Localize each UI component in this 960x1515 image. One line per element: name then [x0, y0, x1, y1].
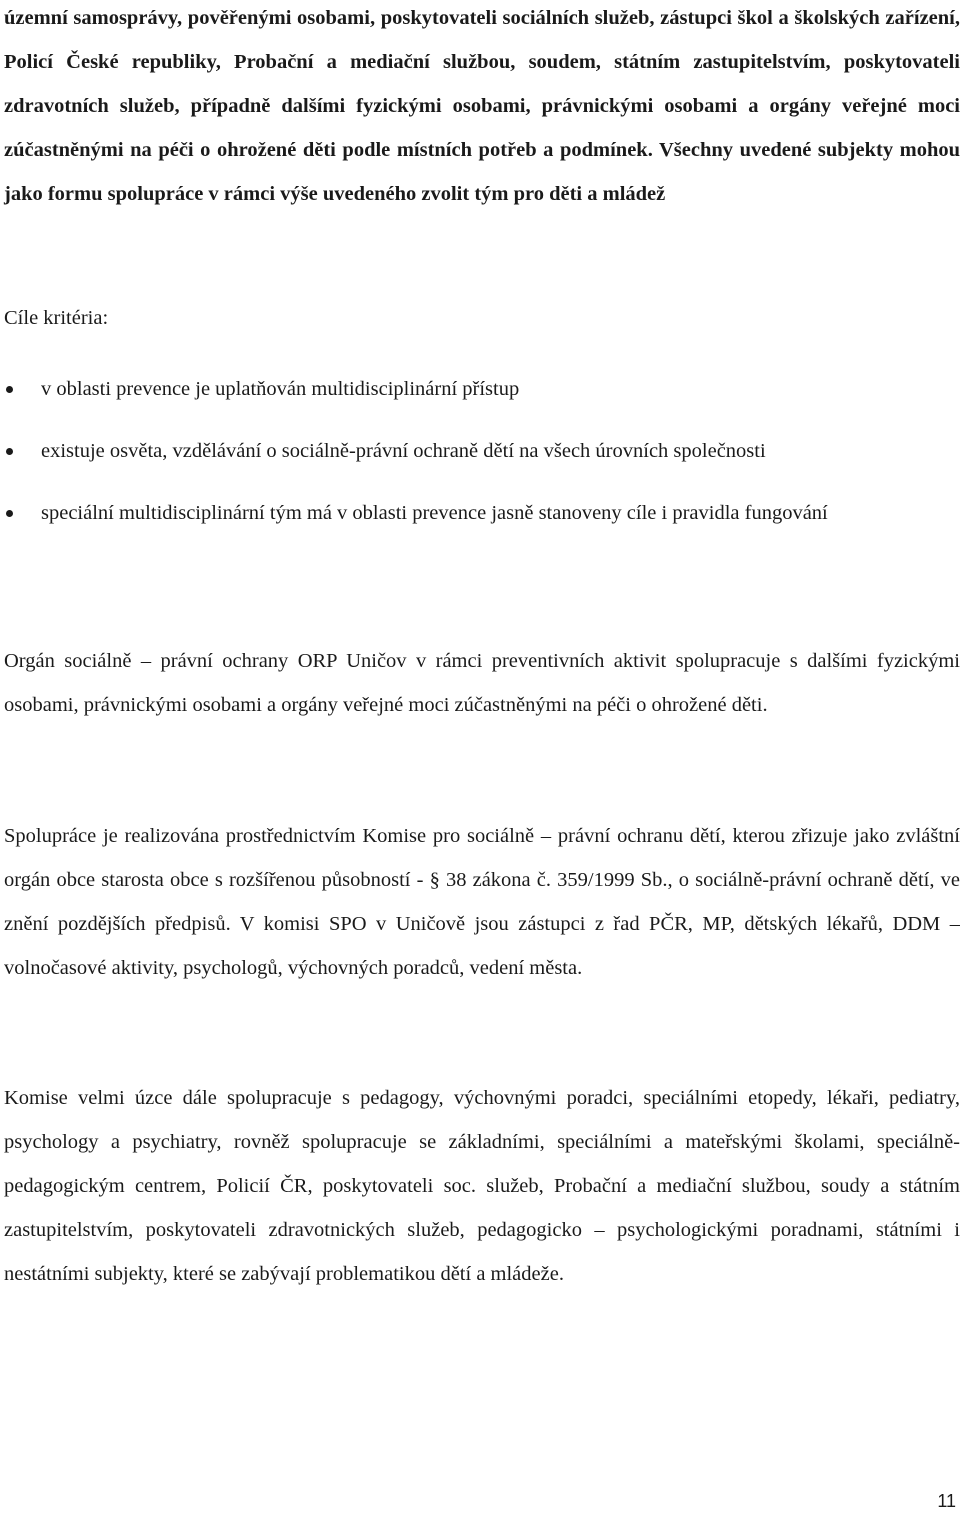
bullet-icon [6, 510, 13, 517]
criteria-item-text: v oblasti prevence je uplatňován multidisciplinární přístup [41, 378, 520, 400]
criteria-heading: Cíle kritéria: [4, 307, 109, 329]
criteria-list-item [4, 367, 960, 411]
criteria-item-text: speciální multidisciplinární tým má v oblasti prevence jasně stanoveny cíle i pravidla fungování [41, 502, 828, 524]
komise-paragraph: Spolupráce je realizována prostřednictvím Komise pro sociálně – právní ochranu dětí, kterou zřizuje jako zvláštní orgán obce starosta obce s rozšířenou působností - § 38 zákona č. 359/1999 Sb., o sociálně-právní ochraně dětí, ve znění pozdějších předpisů. V komisi SPO v Uničově jsou zástupci z řad PČR, MP, dětských lékařů, DDM – volnočasové aktivity, psychologů, výchovných poradců, vedení města. [4, 825, 960, 979]
bullet-icon [6, 386, 13, 393]
bullet-icon [6, 448, 13, 455]
page-number: 11 [937, 1491, 956, 1511]
criteria-list-item [4, 491, 960, 535]
orp-paragraph: Orgán sociálně – právní ochrany ORP Uničov v rámci preventivních aktivit spolupracuje s dalšími fyzickými osobami, právnickými osobami a orgány veřejné moci zúčastněnými na péči o ohrožené děti. [4, 650, 960, 716]
intro-paragraph: územní samosprávy, pověřenými osobami, poskytovateli sociálních služeb, zástupci škol a školských zařízení, Policí České republiky, Probační a mediační službou, soudem, státním zastupitelstvím, poskytovateli zdravotních služeb, případně dalšími fyzickými osobami, právnickými osobami a orgány veřejné moci zúčastněnými na péči o ohrožené děti podle místních potřeb a podmínek. Všechny uvedené subjekty mohou jako formu spolupráce v rámci výše uvedeného zvolit tým pro děti a mládež [4, 7, 960, 205]
cooperation-paragraph: Komise velmi úzce dále spolupracuje s pedagogy, výchovnými poradci, speciálními etopedy, lékaři, pediatry, psychology a psychiatry, rovněž spolupracuje se základními, speciálními a mateřskými školami, speciálně-pedagogickým centrem, Policií ČR, poskytovateli soc. služeb, Probační a mediační službou, soudy a státním zastupitelstvím, poskytovateli zdravotnických služeb, pedagogicko – psychologickými poradnami, státními i nestátními subjekty, které se zabývají problematikou dětí a mládeže. [4, 1087, 960, 1285]
criteria-list-item [4, 429, 960, 473]
criteria-item-text: existuje osvěta, vzdělávání o sociálně-právní ochraně dětí na všech úrovních společnosti [41, 440, 766, 462]
